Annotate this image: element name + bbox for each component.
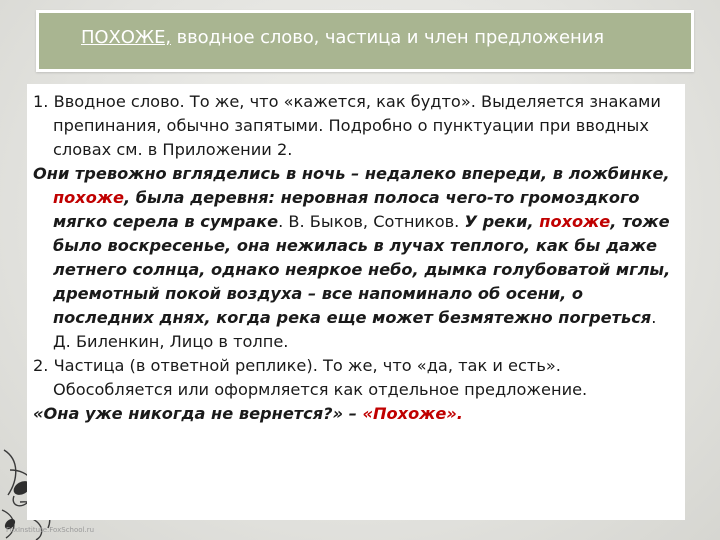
example-text: , тоже было воскресенье, она нежилась в лучах теплого, как бы даже летнего солнца, однако неяркое небо, дымка голубоватой мглы, дремотный покой воздуха – все напоминало об осени, о последних днях, когда река еще может безмятежно погреться [53,212,671,327]
example-text: «Она уже никогда не вернется?» – [33,404,363,423]
definition-introductory: 1. Вводное слово. То же, что «кажется, как будто». Выделяется знаками препинания, обычно запятыми. Подробно о пунктуации при вводных словах см. в Приложении 2. [33,92,661,159]
title-banner [36,10,694,72]
content-panel [27,84,685,520]
watermark: FoxInstitute.FoxSchool.ru [6,526,95,534]
highlighted-word: похоже [539,212,611,231]
highlighted-word: похоже [53,188,124,207]
title-text: вводное слово, частица и член предложения [171,27,604,48]
page-title [81,27,604,48]
title-keyword: ПОХОЖЕ, [81,27,171,48]
definition-particle: 2. Частица (в ответной реплике). То же, что «да, так и есть». Обособляется или оформляется как отдельное предложение. [33,356,588,399]
example-particle [33,402,679,426]
example-text: У реки, [464,212,540,231]
example-text: Они тревожно вгляделись в ночь – недалеко впереди, в ложбинке, [33,164,670,183]
example-text: , была деревня: неровная полоса чего-то громоздкого мягко серела в сумраке [53,188,640,231]
highlighted-answer: «Похоже». [362,404,463,423]
example-source: . Д. Биленкин, Лицо в толпе. [53,308,657,351]
example-source: . В. Быков, Сотников. [278,212,465,231]
examples-introductory [33,162,679,354]
